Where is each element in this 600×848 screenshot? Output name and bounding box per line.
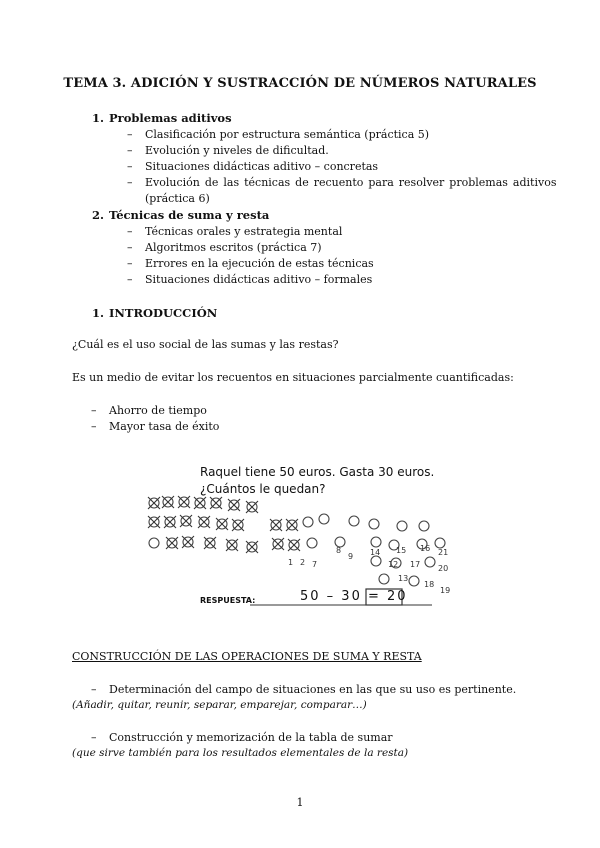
construction-item-2-note: (que sirve también para los resultados elementales de la resta) — [72, 747, 409, 759]
svg-text:19: 19 — [440, 586, 451, 595]
dash: – — [91, 731, 97, 744]
dash: – — [91, 420, 97, 433]
svg-text:21: 21 — [438, 548, 449, 557]
svg-text:16: 16 — [420, 544, 431, 553]
svg-text:8: 8 — [336, 546, 342, 555]
section-1-title: Problemas aditivos — [109, 111, 232, 125]
intro-number: 1. — [92, 306, 105, 320]
dash: – — [91, 683, 97, 696]
svg-text:14: 14 — [370, 548, 381, 557]
section-2-item: Técnicas orales y estrategia mental — [145, 225, 343, 238]
section-2-item: Algoritmos escritos (práctica 7) — [145, 241, 322, 254]
dash: – — [91, 404, 97, 417]
svg-text:18: 18 — [424, 580, 435, 589]
dash: – — [127, 273, 133, 286]
svg-text:13: 13 — [398, 574, 409, 583]
svg-text:20: 20 — [438, 564, 449, 573]
dash: – — [127, 176, 133, 189]
dash: – — [127, 241, 133, 254]
construction-item-1: Determinación del campo de situaciones en las que su uso es pertinente. — [109, 683, 517, 696]
intro-heading: INTRODUCCIÓN — [109, 306, 218, 320]
svg-text:15: 15 — [396, 546, 407, 555]
worksheet-figure — [140, 455, 460, 615]
svg-text:1: 1 — [288, 558, 294, 567]
section-2-item: Situaciones didácticas aditivo – formales — [145, 273, 373, 286]
svg-text:2: 2 — [300, 558, 306, 567]
section-2-item: Errores en la ejecución de estas técnicas — [145, 257, 374, 270]
intro-question: ¿Cuál es el uso social de las sumas y las restas? — [72, 338, 339, 351]
section-1-number: 1. — [92, 111, 105, 125]
dash: – — [127, 128, 133, 141]
worksheet-answer-label: RESPUESTA: — [200, 596, 256, 605]
construction-item-2: Construcción y memorización de la tabla de sumar — [109, 731, 393, 744]
section-1-item: Evolución y niveles de dificultad. — [145, 144, 329, 157]
construction-item-1-note: (Añadir, quitar, reunir, separar, emparejar, comparar…) — [72, 699, 367, 711]
dash: – — [127, 257, 133, 270]
intro-bullet: Mayor tasa de éxito — [109, 420, 220, 433]
section-1-item-cont: (práctica 6) — [145, 192, 210, 205]
section-1-item: Evolución de las técnicas de recuento para resolver problemas aditivos — [145, 176, 557, 189]
dash: – — [127, 160, 133, 173]
worksheet-answer-value: 50 – 30 = 20 — [300, 589, 408, 604]
section-2-title: Técnicas de suma y resta — [109, 208, 270, 222]
intro-statement: Es un medio de evitar los recuentos en situaciones parcialmente cuantificadas: — [72, 371, 514, 384]
worksheet-problem-line-2: ¿Cuántos le quedan? — [200, 482, 326, 496]
construction-heading: CONSTRUCCIÓN DE LAS OPERACIONES DE SUMA Y RESTA — [72, 650, 422, 663]
svg-text:9: 9 — [348, 552, 354, 561]
svg-text:7: 7 — [312, 560, 318, 569]
section-1-item: Situaciones didácticas aditivo – concretas — [145, 160, 379, 173]
dash: – — [127, 144, 133, 157]
svg-text:17: 17 — [410, 560, 421, 569]
dash: – — [127, 225, 133, 238]
intro-bullet: Ahorro de tiempo — [109, 404, 207, 417]
section-1-item: Clasificación por estructura semántica (práctica 5) — [145, 128, 430, 141]
svg-text:12: 12 — [388, 560, 399, 569]
section-2-number: 2. — [92, 208, 105, 222]
worksheet-problem-line-1: Raquel tiene 50 euros. Gasta 30 euros. — [200, 465, 435, 479]
page-number: 1 — [296, 796, 304, 809]
page-title: TEMA 3. ADICIÓN Y SUSTRACCIÓN DE NÚMEROS NATURALES — [63, 76, 537, 91]
